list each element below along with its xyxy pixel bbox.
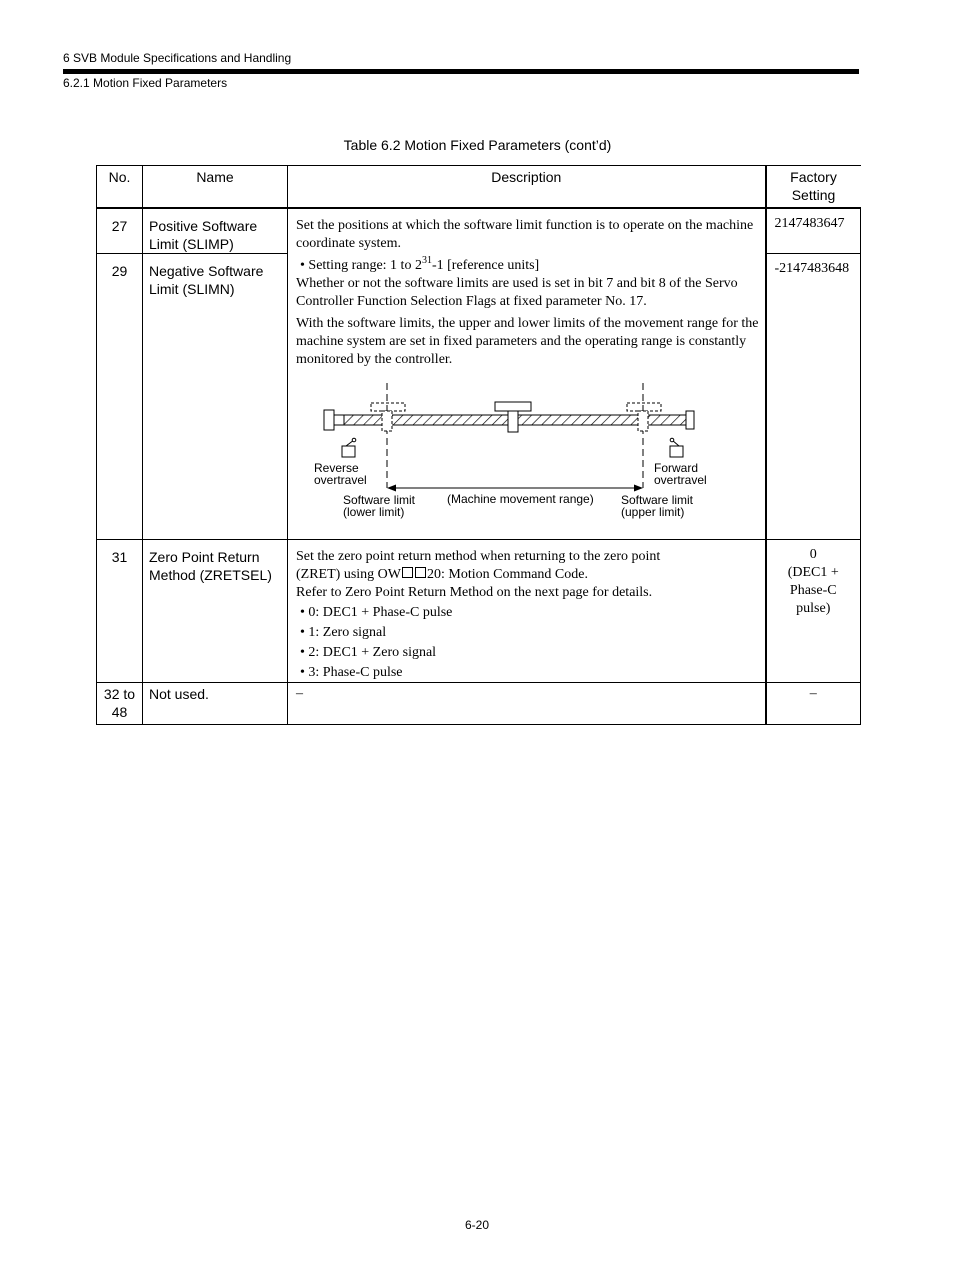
row31-no: 31 (97, 539, 143, 682)
row31-name: Zero Point Return Method (ZRETSEL) (143, 539, 288, 682)
page-number: 6-20 (464, 1218, 490, 1232)
lower-limit-phantom-carriage (371, 403, 405, 411)
limit-description (288, 208, 766, 540)
row29-no: 29 (97, 253, 143, 539)
setting-range: • Setting range: 1 to $2^{31}-1$ [reference units] (300, 254, 540, 273)
reverse-limit-switch (342, 446, 355, 457)
carriage-nut (508, 411, 518, 432)
upper-limit-label-2: (upper limit) (621, 504, 685, 519)
row32-no: 32 to 48 (97, 682, 143, 724)
left-end-hub (334, 415, 344, 425)
range-arrowhead-left (387, 484, 396, 491)
forward-overtravel-label-1: Forward (654, 460, 699, 475)
row31-description (288, 539, 766, 682)
method-option: • 0: DEC1 + Phase-C pulse (300, 604, 453, 620)
row27-name: Positive Software Limit (SLIMP) (143, 208, 288, 254)
left-end-bracket (324, 410, 334, 430)
limit-desc-p3: With the software limits, the upper and lower limits of the movement range for the machine system are set in fixed parameters and the operating range is constantly monitored by the controller. (296, 315, 759, 367)
col-name-header: Name (143, 166, 288, 208)
row31-setting: 0 (DEC1 + Phase-C pulse) (766, 539, 861, 682)
forward-limit-switch (670, 446, 683, 457)
reverse-overtravel-label-2: overtravel (314, 472, 367, 487)
section-header: 6.2.1 Motion Fixed Parameters (63, 76, 228, 90)
table-header-row (97, 166, 861, 208)
range-arrowhead-right (634, 484, 643, 491)
method-option: • 1: Zero signal (300, 624, 387, 640)
lower-limit-phantom-nut (382, 411, 392, 431)
table-carriage (495, 402, 531, 411)
table-row (97, 208, 861, 254)
row31-desc-line1: Set the zero point return method when returning to the zero point (296, 548, 661, 564)
method-option: • 2: DEC1 + Zero signal (300, 644, 437, 660)
lower-limit-label-2: (lower limit) (343, 504, 405, 519)
row29-setting: -2147483648 (766, 253, 861, 539)
lower-limit-label-1: Software limit (343, 492, 416, 507)
method-option: • 3: Phase-C pulse (300, 664, 403, 680)
reverse-overtravel-label-1: Reverse (314, 460, 359, 475)
upper-limit-label-1: Software limit (621, 492, 694, 507)
row31-desc-line2: (ZRET) using OW 20: Motion Command Code. (296, 566, 588, 582)
row27-no: 27 (97, 208, 143, 254)
table-row (97, 682, 861, 724)
col-no-header: No. (97, 166, 143, 208)
placeholder-box-icon (415, 567, 426, 578)
table-caption: Table 6.2 Motion Fixed Parameters (cont’d) (343, 137, 612, 153)
parameters-table (96, 165, 861, 725)
software-limit-diagram (296, 383, 758, 533)
setting-header-line1: Factory (790, 169, 837, 185)
placeholder-box-icon (402, 567, 413, 578)
right-end-bracket (686, 411, 694, 429)
header-rule (63, 69, 859, 74)
movement-range-label: (Machine movement range) (447, 491, 594, 506)
forward-overtravel-label-2: overtravel (654, 472, 707, 487)
row32-description: – (288, 682, 766, 724)
row27-setting: 2147483647 (766, 208, 861, 254)
range-exponent: 31 (421, 254, 432, 266)
row29-name: Negative Software Limit (SLIMN) (143, 253, 288, 539)
upper-limit-phantom-nut (638, 411, 648, 431)
setting-header-line2: Setting (791, 187, 836, 203)
limit-desc-p1: Set the positions at which the software limit function is to operate on the machine coordinate system. (296, 217, 754, 251)
row32-name: Not used. (143, 682, 288, 724)
upper-limit-phantom-carriage (627, 403, 661, 411)
table-row (97, 539, 861, 682)
col-description-header: Description (288, 166, 766, 208)
reverse-switch-roller (352, 438, 356, 442)
row32-setting: – (766, 682, 861, 724)
chapter-header: 6 SVB Module Specifications and Handling (63, 51, 292, 65)
limit-desc-p2: Whether or not the software limits are used is set in bit 7 and bit 8 of the Servo Controller Function Selection Flags at fixed parameter No. 17. (296, 275, 738, 309)
col-setting-header (766, 166, 861, 208)
forward-switch-roller (670, 438, 674, 442)
row31-desc-line3: Refer to Zero Point Return Method on the next page for details. (296, 584, 653, 600)
